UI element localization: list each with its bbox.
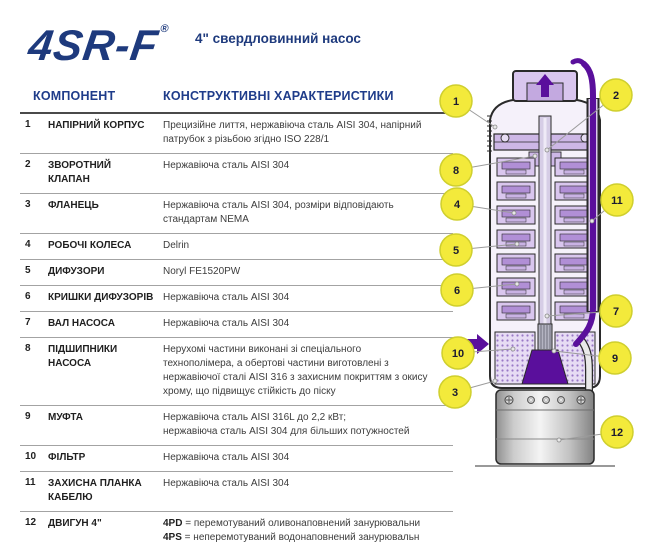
description-line: технополімера, а обертові частини виготовлені з: [163, 358, 389, 369]
row-number: 2: [25, 159, 31, 170]
table-row: [20, 445, 453, 471]
description-line: Нержавіюча сталь AISI 304: [163, 452, 290, 463]
table-row: [20, 337, 453, 405]
callout-anchor-dot: [590, 219, 594, 223]
description-line: Прецизійне лиття, нержавіюча сталь AISI 304, напірний: [163, 120, 422, 131]
component-name: ДИФУЗОРИ: [48, 266, 105, 277]
row-number: 11: [25, 477, 36, 488]
callout-2: [600, 79, 632, 111]
brand-header: [25, 4, 170, 70]
callout-8: [440, 154, 472, 186]
impeller-stage: [497, 206, 535, 224]
table-row: [20, 405, 453, 445]
component-description: [163, 199, 453, 227]
callout-number: 7: [612, 306, 620, 318]
callout-7: [600, 295, 632, 327]
row-number: 3: [25, 199, 31, 210]
callout-number: 1: [452, 96, 460, 108]
brand-logo: 4SR-F®: [25, 22, 170, 70]
callout-number: 11: [611, 195, 623, 207]
pump-diagram-panel: [435, 58, 650, 487]
description-line: стандартам NEMA: [163, 214, 249, 225]
callout-number: 8: [452, 165, 460, 177]
impeller-stage: [497, 278, 535, 296]
callout-number: 12: [610, 427, 624, 439]
callout-anchor-dot: [512, 211, 516, 215]
motor-vents: [528, 397, 565, 404]
description-line: Нержавіюча сталь AISI 304: [163, 160, 290, 171]
table-row: [20, 153, 453, 193]
description-line: Noryl FE1520PW: [163, 266, 241, 277]
component-name: МУФТА: [48, 412, 84, 423]
description-line: Нержавіюча сталь AISI 304: [163, 292, 290, 303]
table-row: [20, 259, 453, 285]
callout-anchor-dot: [557, 438, 561, 442]
vent-icon: [528, 397, 535, 404]
description-line: Нержавіюча сталь AISI 316L до 2,2 кВт;: [163, 412, 347, 423]
component-name: ЗВОРОТНИЙ КЛАПАН: [48, 160, 112, 185]
component-description: [163, 411, 453, 439]
component-description: [163, 239, 453, 253]
callout-11: [601, 184, 633, 216]
product-subtitle: 4" свердловинний насос: [195, 31, 361, 46]
row-number: 8: [25, 343, 31, 354]
table-row: [20, 471, 453, 511]
callout-anchor-dot: [493, 125, 497, 129]
callout-number: 10: [451, 348, 465, 360]
callout-anchor-dot: [515, 282, 519, 286]
impeller-stage: [497, 158, 535, 176]
component-description: [163, 477, 453, 505]
component-name: ФІЛЬТР: [48, 452, 86, 463]
description-line: нержавіючої сталі AISI 316 з захисним покриттям з окису: [163, 372, 428, 383]
callout-anchor-dot: [552, 349, 556, 353]
callout-10: [442, 337, 474, 369]
table-row: [20, 233, 453, 259]
component-name: ФЛАНЕЦЬ: [48, 200, 99, 211]
callout-5: [440, 234, 472, 266]
component-name: ЗАХИСНА ПЛАНКА КАБЕЛЮ: [48, 478, 142, 503]
callout-3: [439, 376, 471, 408]
impeller-stage: [497, 302, 535, 320]
component-description: [163, 119, 453, 147]
component-description: [163, 517, 453, 545]
table-row: [20, 114, 453, 153]
callout-anchor-dot: [515, 242, 519, 246]
callout-anchor-dot: [545, 148, 549, 152]
column-header-characteristics: КОНСТРУКТИВНІ ХАРАКТЕРИСТИКИ: [163, 89, 394, 103]
callout-9: [599, 342, 631, 374]
power-cable-tip: [573, 61, 584, 64]
callout-anchor-dot: [533, 154, 537, 158]
component-name: ПІДШИПНИКИ НАСОСА: [48, 344, 118, 369]
component-description: [163, 451, 453, 465]
component-name: РОБОЧІ КОЛЕСА: [48, 240, 132, 251]
component-description: [163, 343, 453, 399]
component-name: ВАЛ НАСОСА: [48, 318, 116, 329]
row-number: 4: [25, 239, 31, 250]
description-line: Нержавіюча сталь AISI 304, розміри відповідають: [163, 200, 394, 211]
row-number: 12: [25, 517, 37, 528]
vent-icon: [543, 397, 550, 404]
description-line: нержавіюча сталь AISI 304 для більших потужностей: [163, 426, 410, 437]
spec-table-body: [20, 114, 453, 551]
shaft-coupling: [538, 324, 552, 350]
row-number: 10: [25, 451, 37, 462]
table-header-row: [20, 86, 453, 114]
vent-icon: [558, 397, 565, 404]
callout-anchor-dot: [493, 379, 497, 383]
component-description: [163, 159, 453, 187]
component-description: [163, 265, 453, 279]
description-line: патрубок з різьбою згідно ISO 228/1: [163, 134, 330, 145]
table-row: [20, 193, 453, 233]
description-line: хрому, що підвищує стійкість до піску: [163, 386, 336, 397]
callout-6: [441, 274, 473, 306]
component-spec-table: [20, 86, 453, 551]
table-row: [20, 285, 453, 311]
table-row: [20, 311, 453, 337]
impeller-stage: [497, 182, 535, 200]
callout-4: [441, 188, 473, 220]
column-header-component: КОМПОНЕНТ: [33, 89, 116, 103]
table-row: [20, 511, 453, 551]
row-number: 5: [25, 265, 31, 276]
callout-anchor-dot: [545, 314, 549, 318]
valve-bolt-left: [501, 134, 509, 142]
description-line: 4PD = перемотуваний оливонаповнений занурювальни: [163, 518, 421, 529]
callout-number: 3: [451, 387, 459, 399]
component-description: [163, 291, 453, 305]
component-name: ДВИГУН 4": [48, 518, 102, 529]
callout-number: 9: [611, 353, 619, 365]
component-name: КРИШКИ ДИФУЗОРІВ: [48, 292, 154, 303]
callout-anchor-dot: [511, 347, 515, 351]
description-line: Нержавіюча сталь AISI 304: [163, 478, 290, 489]
callout-number: 6: [453, 285, 461, 297]
callout-12: [601, 416, 633, 448]
row-number: 7: [25, 317, 31, 328]
callout-number: 4: [453, 199, 461, 211]
description-line: Нерухомі частини виконані зі спеціального: [163, 344, 362, 355]
component-description: [163, 317, 453, 331]
callout-1: [440, 85, 472, 117]
trademark-symbol: ®: [159, 23, 170, 35]
callout-number: 2: [612, 90, 620, 102]
row-number: 1: [25, 119, 31, 130]
row-number: 6: [25, 291, 31, 302]
component-name: НАПІРНИЙ КОРПУС: [48, 120, 145, 131]
pump-cross-section-diagram: [435, 58, 650, 487]
callout-number: 5: [452, 245, 460, 257]
description-line: 4PS = неперемотуваний водонаповнений занурювальн: [163, 532, 420, 543]
impeller-stage: [497, 254, 535, 272]
row-number: 9: [25, 411, 31, 422]
description-line: Delrin: [163, 240, 190, 251]
description-line: Нержавіюча сталь AISI 304: [163, 318, 290, 329]
